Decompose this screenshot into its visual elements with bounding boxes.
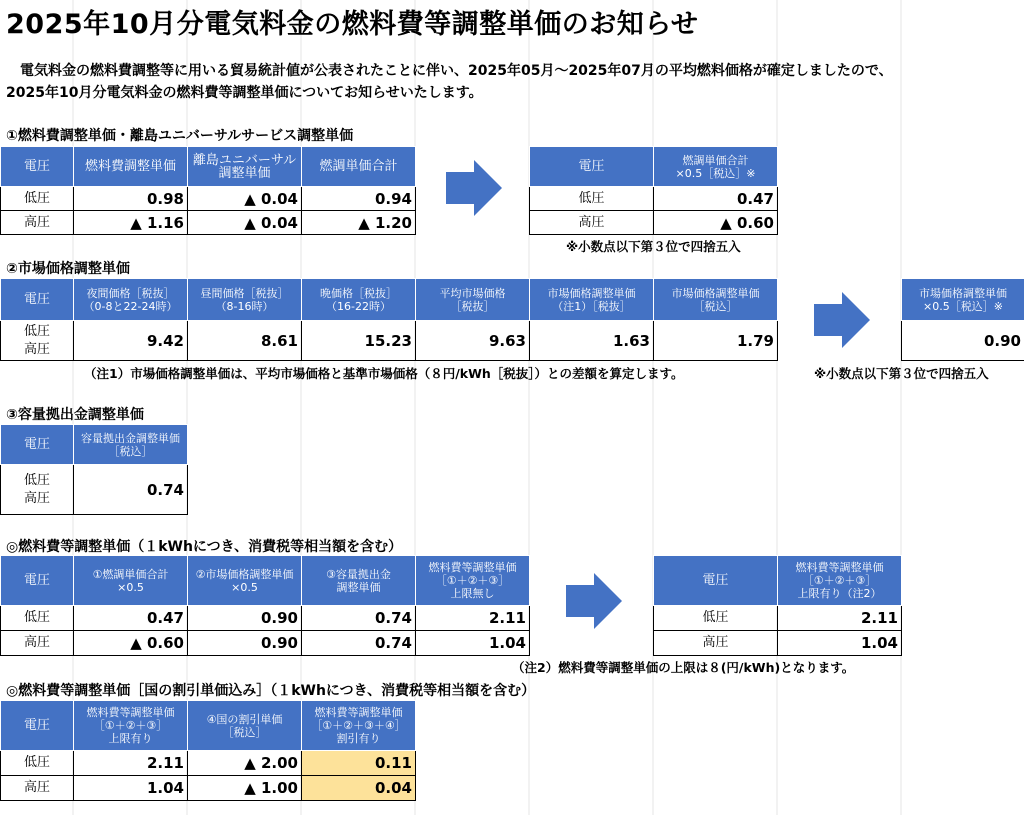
section2-table-b (901, 278, 1024, 361)
section1-heading: ①燃料費調整単価・離島ユニバーサルサービス調整単価 (6, 128, 354, 144)
table-cell: 1.79 (654, 321, 778, 361)
table-cell: 0.74 (302, 631, 416, 656)
table-row (654, 606, 902, 631)
table-cell: ▲ 0.60 (654, 211, 778, 235)
table-cell: 0.98 (74, 187, 188, 211)
col-header-capacity-adjust: 容量拠出金調整単価 ［税込］ (74, 425, 188, 465)
section5-table (0, 700, 416, 801)
right-arrow-icon (446, 160, 502, 216)
col-header-capacity-adjust: ③容量拠出金 調整単価 (302, 556, 416, 606)
table-cell: 1.04 (74, 776, 188, 801)
col-header-voltage: 電圧 (654, 556, 778, 606)
table-row (1, 187, 416, 211)
rounding-note: ※小数点以下第３位で四捨五入 (566, 239, 741, 254)
intro-line-2: 2025年10月分電気料金の燃料費等調整単価についてお知らせいたします。 (6, 85, 483, 101)
table-cell: 15.23 (302, 321, 416, 361)
col-header-voltage: 電圧 (1, 425, 74, 465)
col-header-total-discounted: 燃料費等調整単価 ［①＋②＋③＋④］ 割引有り (302, 701, 416, 751)
table-row (530, 211, 778, 235)
col-header-market-adjust-half: ②市場価格調整単価 ×0.5 (188, 556, 302, 606)
col-header-day-price: 昼間価格［税抜］ （8-16時） (188, 279, 302, 321)
table-cell: ▲ 1.20 (302, 211, 416, 235)
table-cell: ▲ 2.00 (188, 751, 302, 776)
cap-note: （注2）燃料費等調整単価の上限は８(円/kWh)となります。 (512, 660, 855, 675)
final-price-cell: 0.11 (302, 751, 416, 776)
row-label: 低圧 (530, 187, 654, 211)
col-header-avg-market-price: 平均市場価格 ［税抜］ (416, 279, 530, 321)
right-arrow-icon (814, 292, 870, 348)
table-row (1, 606, 530, 631)
col-header-fuel-total: 燃調単価合計 (302, 147, 416, 187)
table-cell: 0.90 (188, 631, 302, 656)
table-cell: 0.94 (302, 187, 416, 211)
table-row (654, 631, 902, 656)
right-arrow-icon (566, 573, 622, 629)
table-cell: 1.04 (778, 631, 902, 656)
section4-heading: ◎燃料費等調整単価（１kWhにつき、消費税等相当額を含む） (6, 539, 403, 555)
row-label: 低圧 高圧 (1, 465, 74, 515)
market-price-note: （注1）市場価格調整単価は、平均市場価格と基準市場価格（８円/kWh［税抜］）との差額を算定します。 (84, 366, 684, 381)
section5-heading: ◎燃料費等調整単価［国の割引単価込み］（１kWhにつき、消費税等相当額を含む） (6, 683, 536, 699)
section1-table-a (0, 146, 416, 235)
table-cell: 9.63 (416, 321, 530, 361)
row-label: 高圧 (1, 631, 74, 656)
col-header-market-adjust-excl: 市場価格調整単価 （注1）［税抜］ (530, 279, 654, 321)
table-cell: 2.11 (778, 606, 902, 631)
row-label: 高圧 (1, 211, 74, 235)
col-header-fuel-total-half: 燃調単価合計 ×0.5［税込］※ (654, 147, 778, 187)
table-cell: 1.04 (416, 631, 530, 656)
row-label: 低圧 (1, 606, 74, 631)
table-cell: ▲ 1.00 (188, 776, 302, 801)
table-row (530, 187, 778, 211)
intro-text (6, 60, 893, 104)
table-cell: 0.47 (654, 187, 778, 211)
row-label: 低圧 (1, 751, 74, 776)
table-row (1, 465, 188, 515)
col-header-govt-discount: ④国の割引単価 ［税込］ (188, 701, 302, 751)
table-row (1, 321, 778, 361)
table-cell: 0.47 (74, 606, 188, 631)
section4-table-b (653, 555, 902, 656)
table-row (1, 751, 416, 776)
col-header-voltage: 電圧 (530, 147, 654, 187)
section2-table-a (0, 278, 778, 361)
row-label: 低圧 (1, 187, 74, 211)
table-row (902, 321, 1024, 361)
section3-table (0, 424, 188, 515)
row-label: 低圧 高圧 (1, 321, 74, 361)
table-cell: 9.42 (74, 321, 188, 361)
col-header-market-adjust-half: 市場価格調整単価 ×0.5［税込］※ (902, 279, 1024, 321)
col-header-market-adjust-incl: 市場価格調整単価 ［税込］ (654, 279, 778, 321)
row-label: 高圧 (530, 211, 654, 235)
col-header-fuel-adjust: 燃料費調整単価 (74, 147, 188, 187)
row-label: 低圧 (654, 606, 778, 631)
col-header-island-adjust: 離島ユニバーサル 調整単価 (188, 147, 302, 187)
table-row (1, 776, 416, 801)
col-header-voltage: 電圧 (1, 279, 74, 321)
rounding-note: ※小数点以下第３位で四捨五入 (814, 366, 989, 381)
table-row (1, 211, 416, 235)
col-header-total-capped: 燃料費等調整単価 ［①＋②＋③］ 上限有り (74, 701, 188, 751)
intro-line-1: 電気料金の燃料費調整等に用いる貿易統計値が公表されたことに伴い、2025年05月～2025年07月の平均燃料価格が確定しましたので、 (6, 63, 893, 79)
section1-table-b (529, 146, 778, 235)
table-row (1, 631, 530, 656)
col-header-night-price: 夜間価格［税抜］ （0-8と22-24時） (74, 279, 188, 321)
section3-heading: ③容量拠出金調整単価 (6, 407, 144, 423)
table-cell: 1.63 (530, 321, 654, 361)
col-header-total-no-cap: 燃料費等調整単価 ［①＋②＋③］ 上限無し (416, 556, 530, 606)
final-price-cell: 0.04 (302, 776, 416, 801)
table-cell: 0.90 (188, 606, 302, 631)
page-title: 2025年10月分電気料金の燃料費等調整単価のお知らせ (6, 9, 699, 40)
row-label: 高圧 (1, 776, 74, 801)
section2-heading: ②市場価格調整単価 (6, 261, 130, 277)
table-cell: 0.74 (74, 465, 188, 515)
col-header-voltage: 電圧 (1, 556, 74, 606)
section4-table-a (0, 555, 530, 656)
table-cell: 0.90 (902, 321, 1024, 361)
table-cell: 8.61 (188, 321, 302, 361)
col-header-voltage: 電圧 (1, 701, 74, 751)
col-header-voltage: 電圧 (1, 147, 74, 187)
row-label: 高圧 (654, 631, 778, 656)
table-cell: ▲ 0.04 (188, 211, 302, 235)
table-cell: ▲ 0.60 (74, 631, 188, 656)
col-header-fuel-total-half: ①燃調単価合計 ×0.5 (74, 556, 188, 606)
table-cell: 0.74 (302, 606, 416, 631)
col-header-evening-price: 晩価格［税抜］ （16-22時） (302, 279, 416, 321)
table-cell: ▲ 0.04 (188, 187, 302, 211)
table-cell: 2.11 (416, 606, 530, 631)
col-header-total-capped: 燃料費等調整単価 ［①＋②＋③］ 上限有り（注2） (778, 556, 902, 606)
table-cell: ▲ 1.16 (74, 211, 188, 235)
table-cell: 2.11 (74, 751, 188, 776)
